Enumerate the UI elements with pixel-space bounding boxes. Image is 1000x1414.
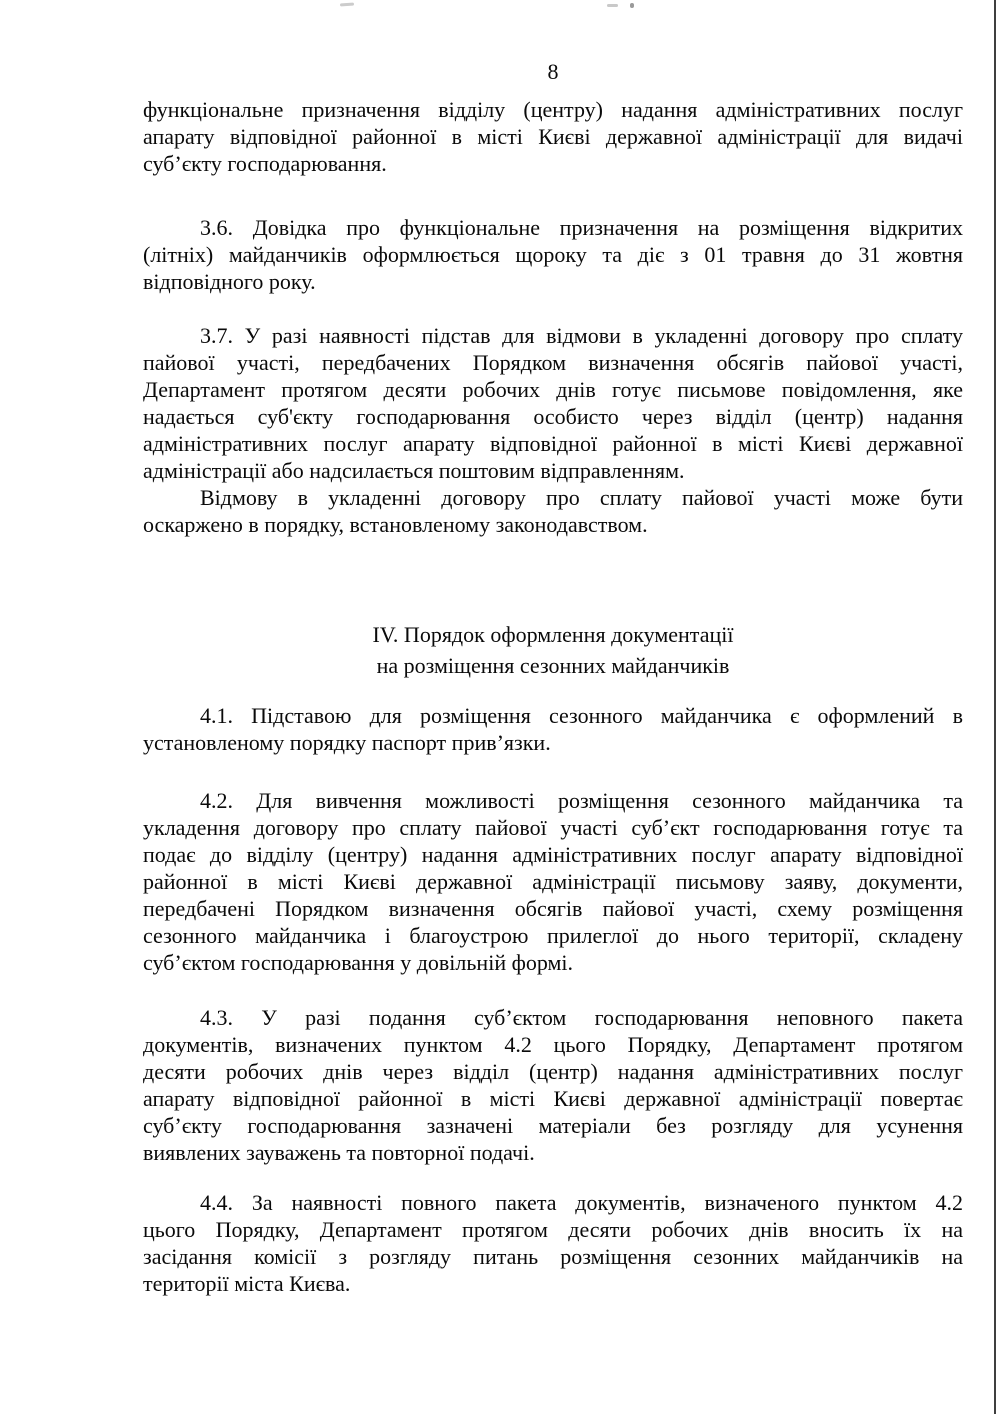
text-line: суб’єкту господарювання.	[143, 151, 387, 176]
scan-artifact-mark	[340, 3, 354, 7]
text-line: сезонного майданчика і благоустрою прилеглої до нього території, складену	[143, 923, 963, 948]
text-line: оскаржено в порядку, встановленому законодавством.	[143, 512, 648, 537]
text-line: (літніх) майданчиків оформлюється щороку та діє з 01 травня до 31 жовтня	[143, 242, 963, 267]
text-line: суб’єкту господарювання зазначені матеріали без розгляду для усунення	[143, 1113, 963, 1138]
scan-artifact-mark	[630, 3, 634, 8]
paragraph-3-7-continuation	[143, 484, 963, 538]
scan-artifact-mark	[607, 4, 618, 7]
text-line: цього Порядку, Департамент протягом десяти робочих днів вносить їх на	[143, 1217, 963, 1242]
text-line: Відмову в укладенні договору про сплату пайової участі може бути	[200, 485, 963, 510]
text-line: 4.1. Підставою для розміщення сезонного майданчика є оформлений в	[200, 703, 963, 728]
text-line: 3.6. Довідка про функціональне призначення на розміщення відкритих	[200, 215, 963, 240]
text-line: 4.4. За наявності повного пакета документів, визначеного пунктом 4.2	[200, 1190, 963, 1215]
paragraph-3-7	[143, 322, 963, 484]
text-line: виявлених зауважень та повторної подачі.	[143, 1140, 535, 1165]
heading-line: на розміщення сезонних майданчиків	[376, 653, 730, 678]
document-text-body	[143, 96, 963, 1297]
text-line: передбачені Порядком визначення обсягів пайової участі, схему розміщення	[143, 896, 963, 921]
text-line: адміністративних послуг апарату відповідної районної в місті Києві державної	[143, 431, 963, 456]
page-number: 8	[547, 59, 559, 84]
paragraph-4-2	[143, 787, 963, 976]
text-line: 4.2. Для вивчення можливості розміщення сезонного майданчика та	[200, 788, 963, 813]
text-line: засідання комісії з розгляду питань розміщення сезонних майданчиків на	[143, 1244, 963, 1269]
text-line: суб’єктом господарювання у довільній формі.	[143, 950, 574, 975]
text-line: укладення договору про сплату пайової участі суб’єкт господарювання готує та	[143, 815, 963, 840]
text-line: районної в місті Києві державної адміністрації письмову заяву, документи,	[143, 869, 963, 894]
paragraph-4-1	[143, 702, 963, 756]
text-line: адміністрації або надсилається поштовим відправленням.	[143, 458, 685, 483]
text-line: десяти робочих днів через відділ (центр) надання адміністративних послуг	[143, 1059, 963, 1084]
text-line: Департамент протягом десяти робочих днів готує письмове повідомлення, яке	[143, 377, 963, 402]
heading-line: IV. Порядок оформлення документації	[372, 622, 734, 647]
text-line: апарату відповідної районної в місті Києві державної адміністрації для видачі	[143, 124, 963, 149]
text-line: документів, визначених пунктом 4.2 цього Порядку, Департамент протягом	[143, 1032, 963, 1057]
paragraph-4-3	[143, 1004, 963, 1166]
paragraph-4-4	[143, 1189, 963, 1297]
text-line: пайової участі, передбачених Порядком визначення обсягів пайової участі,	[143, 350, 963, 375]
section-heading-iv	[143, 619, 963, 681]
text-line: території міста Києва.	[143, 1271, 351, 1296]
text-line: функціональне призначення відділу (центру) надання адміністративних послуг	[143, 97, 963, 122]
text-line: 3.7. У разі наявності підстав для відмови в укладенні договору про сплату	[200, 323, 963, 348]
paragraph-3-6	[143, 214, 963, 295]
text-line: 4.3. У разі подання суб’єктом господарювання неповного пакета	[200, 1005, 963, 1030]
text-line: надається суб'єкту господарювання особисто через відділ (центр) надання	[143, 404, 963, 429]
scan-border-line	[994, 0, 996, 1414]
text-line: подає до відділу (центру) надання адміністративних послуг апарату відповідної	[143, 842, 963, 867]
text-line: установленому порядку паспорт прив’язки.	[143, 730, 551, 755]
text-line: апарату відповідної районної в місті Києві державної адміністрації повертає	[143, 1086, 963, 1111]
text-line: відповідного року.	[143, 269, 316, 294]
paragraph-3-5-continuation	[143, 96, 963, 177]
